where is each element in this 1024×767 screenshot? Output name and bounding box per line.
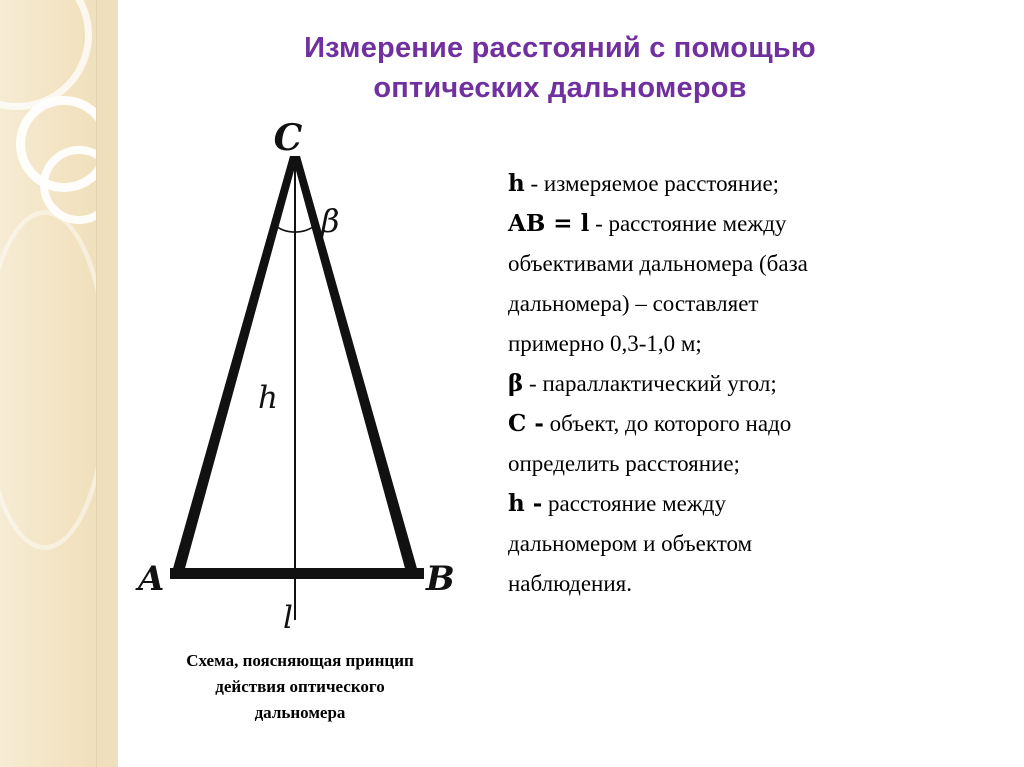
label-apex-c: C — [273, 120, 303, 159]
legend-line-text: определить расстояние; — [508, 451, 740, 476]
legend-line-text: дальномера) – составляет — [508, 291, 759, 316]
legend-line-text: - расстояние между — [589, 211, 787, 236]
diagram-caption — [120, 648, 480, 726]
legend-line-text: объект, до которого надо — [543, 411, 792, 436]
page-title-line-2: оптических дальномеров — [373, 72, 747, 104]
legend-line-text: - параллактический угол; — [523, 371, 777, 396]
diagram-caption-line-3: дальномера — [254, 703, 346, 722]
label-base-l: l — [283, 600, 293, 636]
legend-line-term: h - — [508, 490, 543, 517]
band-edge — [96, 0, 118, 767]
legend-text-block — [508, 164, 998, 604]
legend-line-text: наблюдения. — [508, 571, 632, 596]
legend-line — [508, 284, 998, 324]
triangle-side-left — [172, 156, 298, 572]
legend-line — [508, 404, 998, 444]
triangle-base — [170, 568, 424, 579]
legend-line-text: дальномером и объектом — [508, 531, 753, 556]
legend-line — [508, 444, 998, 484]
legend-line-text: примерно 0,3-1,0 м; — [508, 331, 702, 356]
legend-line — [508, 324, 998, 364]
legend-line — [508, 164, 998, 204]
legend-line — [508, 204, 998, 244]
rangefinder-triangle-diagram — [118, 120, 493, 650]
label-point-b: B — [426, 559, 455, 599]
diagram-caption-line-2: действия оптического — [215, 677, 385, 696]
legend-line — [508, 524, 998, 564]
decorative-left-band — [0, 0, 118, 767]
label-angle-beta: β — [321, 202, 340, 240]
triangle-side-right — [292, 156, 418, 572]
legend-line-term: h — [508, 170, 525, 197]
legend-line-term: C - — [508, 410, 544, 437]
legend-line — [508, 364, 998, 404]
label-point-a: A — [138, 559, 165, 599]
legend-line-text: расстояние между — [542, 491, 726, 516]
page-title-line-1: Измерение расстояний с помощью — [304, 32, 816, 64]
page-title — [160, 28, 960, 108]
label-height-h: h — [258, 380, 278, 416]
legend-line-text: объективами дальномера (база — [508, 251, 808, 276]
legend-line-term: β — [508, 370, 524, 397]
legend-line-term: AB = l — [508, 210, 590, 237]
legend-line — [508, 244, 998, 284]
legend-line — [508, 484, 998, 524]
legend-line — [508, 564, 998, 604]
diagram-caption-line-1: Схема, поясняющая принцип — [186, 651, 414, 670]
legend-line-text: - измеряемое расстояние; — [524, 171, 780, 196]
